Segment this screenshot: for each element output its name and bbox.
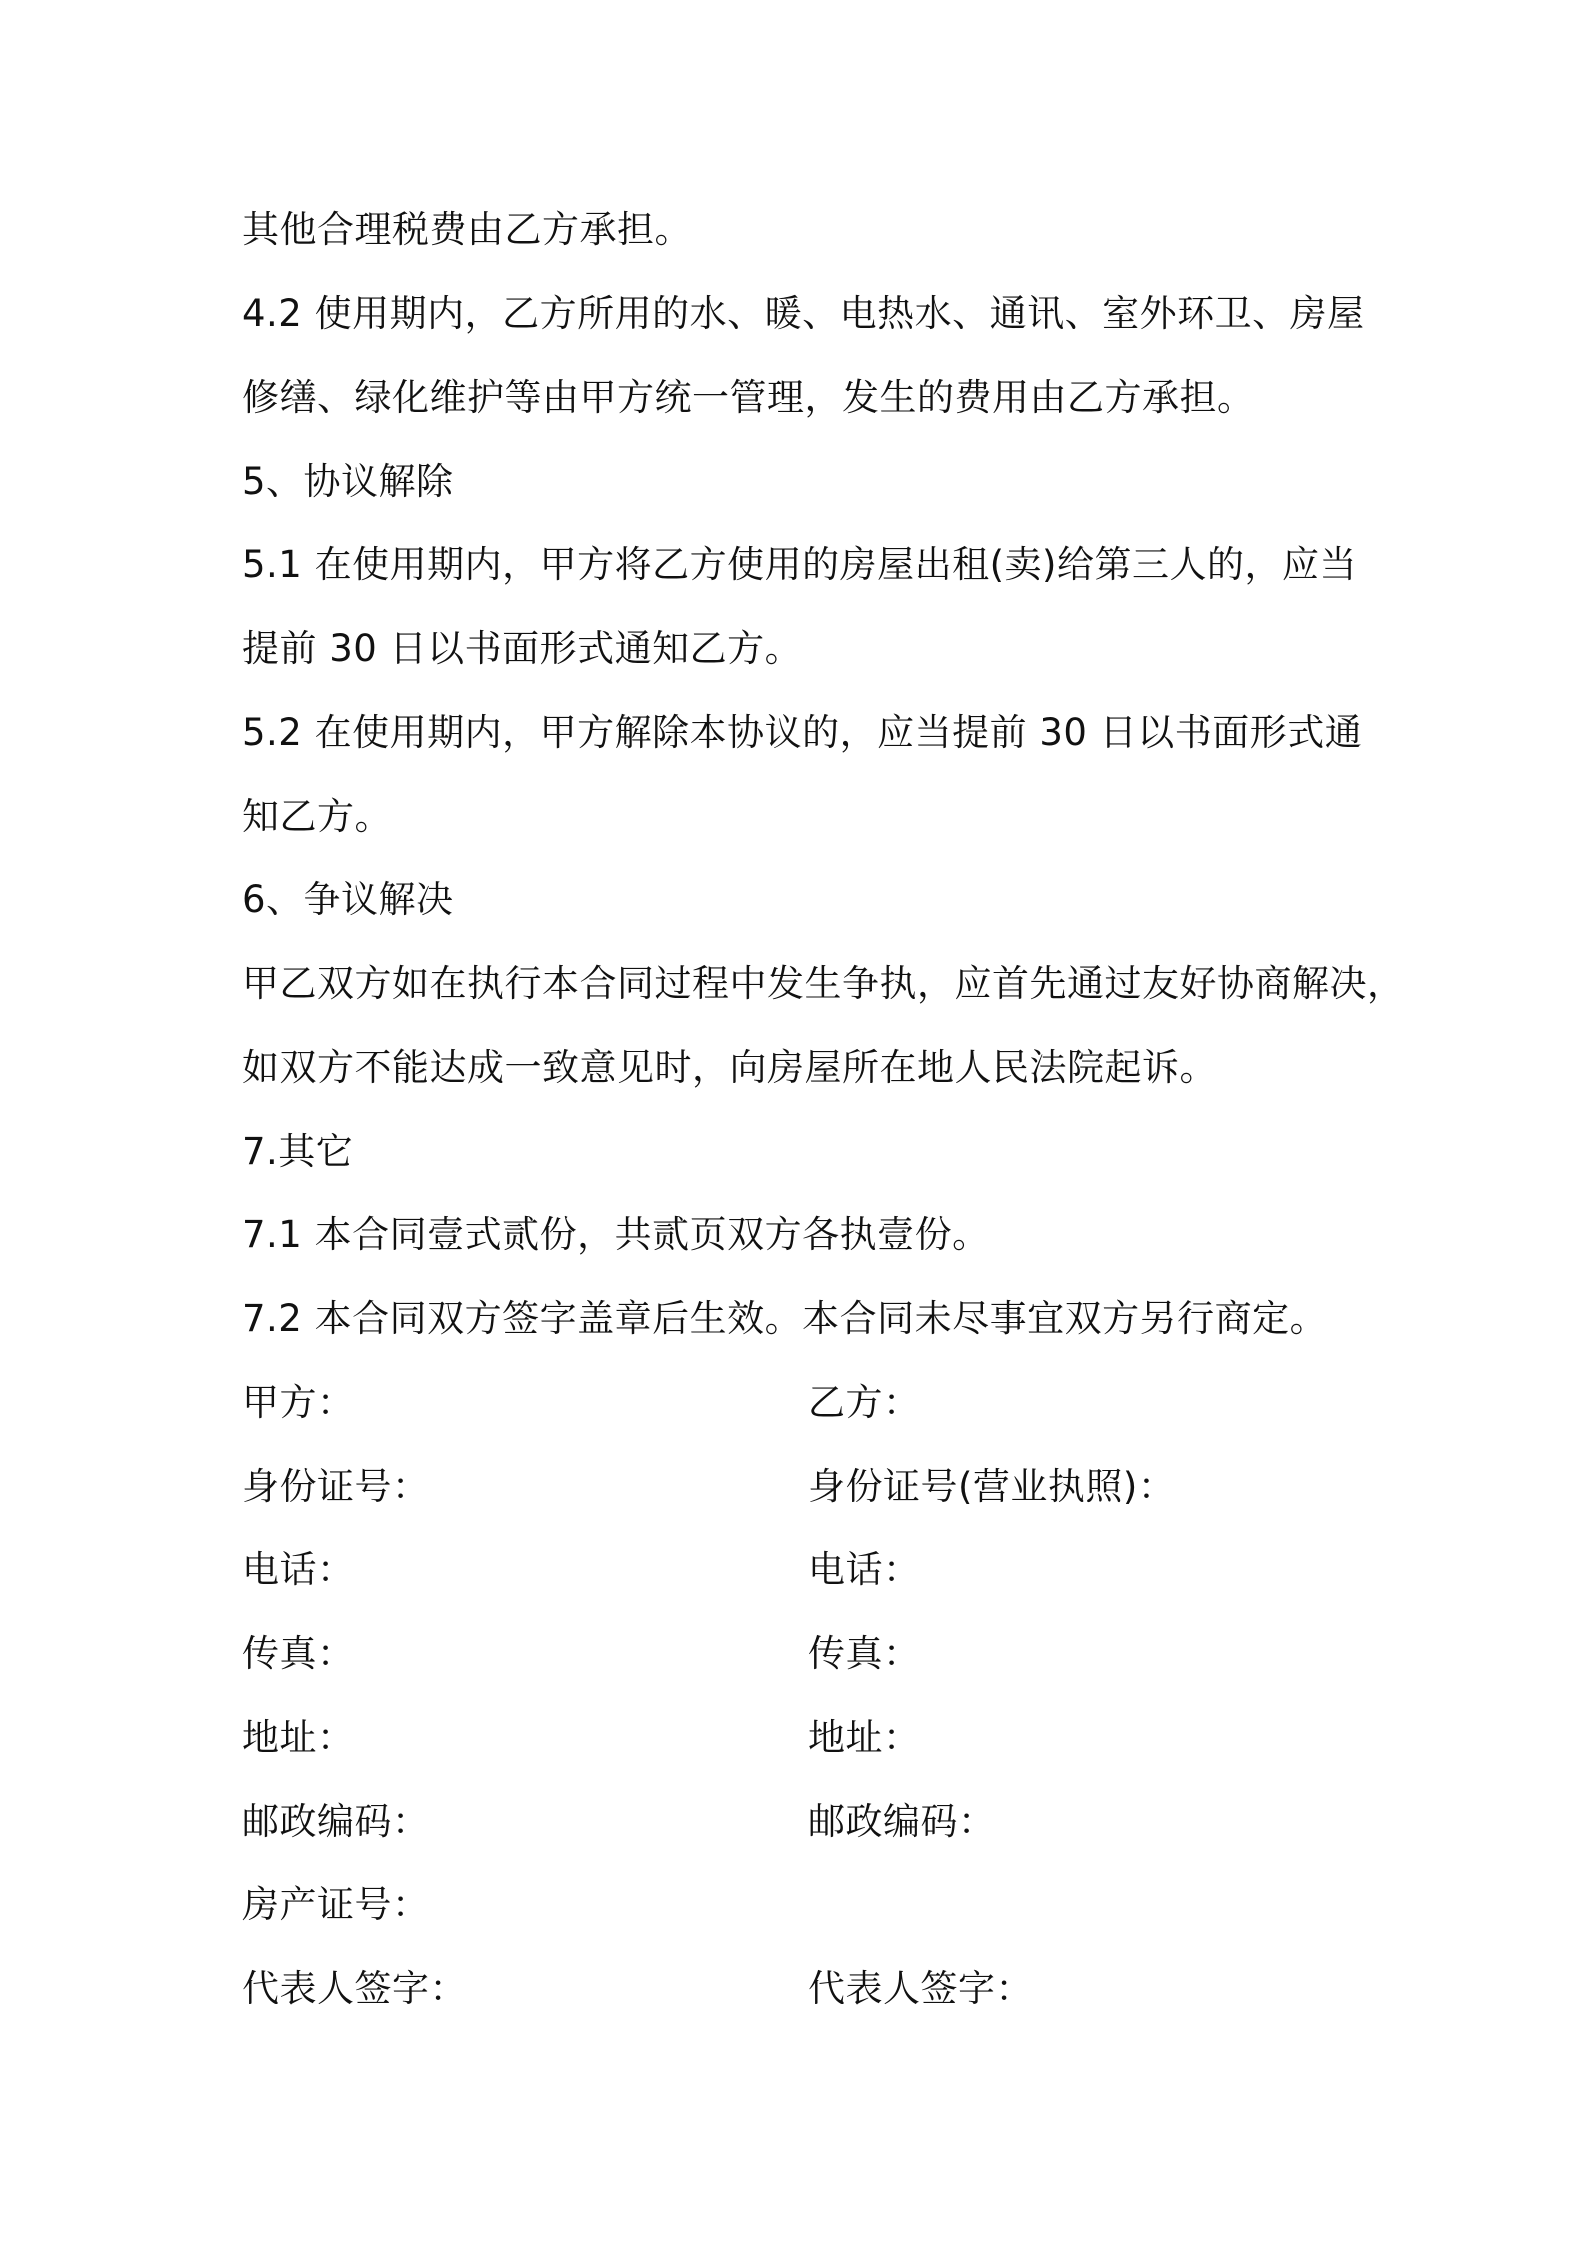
paragraph-line: 4.2 使用期内，乙方所用的水、暖、电热水、通讯、室外环卫、房屋	[242, 292, 1365, 335]
paragraph-line: 5.2 在使用期内，甲方解除本协议的，应当提前 30 日以书面形式通	[242, 711, 1363, 754]
party-b-label: 乙方：	[808, 1381, 921, 1424]
property-cert-label: 房产证号：	[242, 1883, 430, 1926]
party-a-signature-label: 代表人签字：	[242, 1967, 467, 2010]
party-a-id-label: 身份证号：	[242, 1465, 430, 1508]
section-heading: 5、协议解除	[242, 460, 454, 503]
party-b-phone-label: 电话：	[808, 1548, 921, 1591]
party-b-postcode-label: 邮政编码：	[808, 1800, 996, 1843]
section-heading: 6、争议解决	[242, 878, 454, 921]
party-a-fax-label: 传真：	[242, 1632, 355, 1675]
paragraph-line: 其他合理税费由乙方承担。	[242, 208, 692, 251]
party-a-postcode-label: 邮政编码：	[242, 1800, 430, 1843]
paragraph-line: 7.1 本合同壹式贰份，共贰页双方各执壹份。	[242, 1213, 990, 1256]
party-b-signature-label: 代表人签字：	[808, 1967, 1033, 2010]
party-b-address-label: 地址：	[808, 1716, 921, 1759]
party-a-phone-label: 电话：	[242, 1548, 355, 1591]
party-a-address-label: 地址：	[242, 1716, 355, 1759]
paragraph-line: 知乙方。	[242, 795, 392, 838]
paragraph-line: 修缮、绿化维护等由甲方统一管理，发生的费用由乙方承担。	[242, 376, 1255, 419]
paragraph-line: 7.2 本合同双方签字盖章后生效。本合同未尽事宜双方另行商定。	[242, 1297, 1328, 1340]
party-a-label: 甲方：	[242, 1381, 355, 1424]
paragraph-line: 甲乙双方如在执行本合同过程中发生争执，应首先通过友好协商解决，	[242, 962, 1405, 1005]
party-b-fax-label: 传真：	[808, 1632, 921, 1675]
paragraph-line: 5.1 在使用期内，甲方将乙方使用的房屋出租(卖)给第三人的，应当	[242, 543, 1357, 586]
paragraph-line: 如双方不能达成一致意见时，向房屋所在地人民法院起诉。	[242, 1046, 1217, 1089]
section-heading: 7.其它	[242, 1130, 354, 1173]
party-b-id-label: 身份证号(营业执照)：	[808, 1465, 1176, 1508]
paragraph-line: 提前 30 日以书面形式通知乙方。	[242, 627, 803, 670]
